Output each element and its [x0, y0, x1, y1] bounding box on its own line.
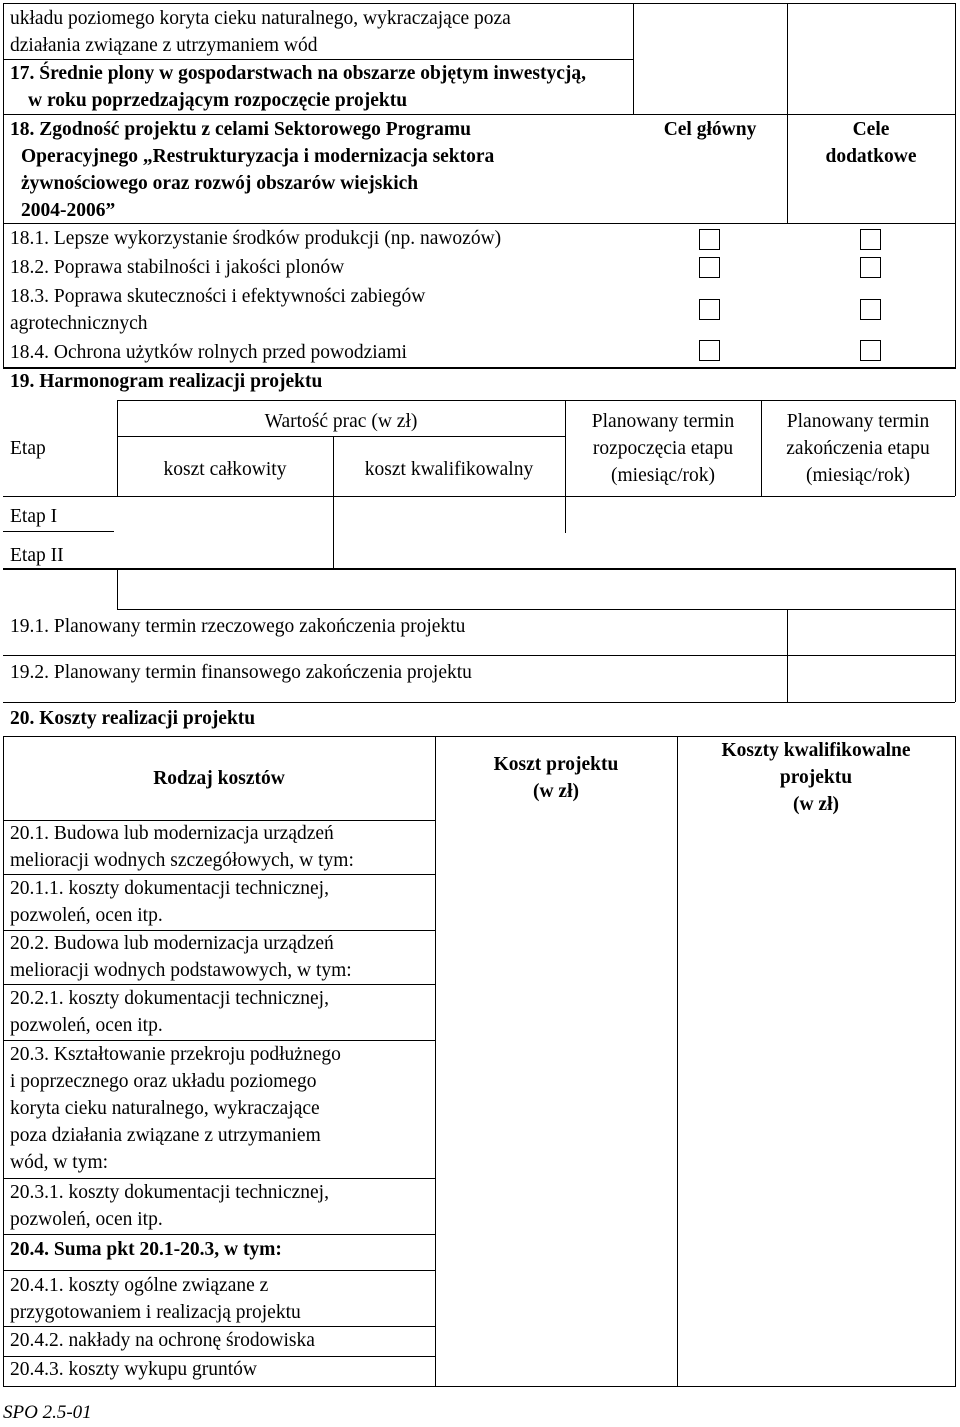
- s19-table-top: [117, 400, 955, 401]
- s20-row-20-3-e: wód, w tym:: [10, 1152, 109, 1173]
- s19-col-value: Wartość prac (w zł): [264, 411, 418, 432]
- s20-right-border: [955, 736, 956, 1387]
- s20-row-20-4-1-b: przygotowaniem i realizacją projektu: [10, 1302, 301, 1323]
- checkbox-18-3-main[interactable]: [699, 299, 720, 320]
- checkbox-18-3-extra[interactable]: [860, 299, 881, 320]
- s19-col-end-2: zakończenia etapu: [786, 438, 930, 459]
- s20-row-20-4-3: 20.4.3. koszty wykupu gruntów: [10, 1359, 257, 1380]
- s19-extra-right: [955, 568, 956, 609]
- top-right-border: [955, 3, 956, 368]
- s20-row-20-1-1-b: pozwoleń, ocen itp.: [10, 905, 163, 926]
- s20-row-20-3-c: koryta cieku naturalnego, wykraczające: [10, 1098, 320, 1119]
- s20-table-bottom: [3, 1386, 955, 1387]
- s19-col-end-1: Planowany termin: [786, 411, 930, 432]
- checkbox-18-1-main[interactable]: [699, 229, 720, 250]
- s19-item-box-bottom: [787, 702, 955, 703]
- s19-value-split: [117, 436, 565, 437]
- s19-header-bottom: [3, 496, 955, 497]
- s20-heading: 20. Koszty realizacji projektu: [10, 708, 256, 729]
- s19-row-etap-I: Etap I: [10, 506, 58, 527]
- s18-item-4-label: 18.4. Ochrona użytków rolnych przed powodziami: [10, 342, 407, 363]
- s20-row-20-3-1-a: 20.3.1. koszty dokumentacji technicznej,: [10, 1182, 329, 1203]
- s18-item-3-label: 18.3. Poprawa skuteczności i efektywności zabiegów: [10, 286, 426, 307]
- s20-row-20-2-a: 20.2. Budowa lub modernizacja urządzeń: [10, 933, 334, 954]
- s20-row-20-3-d: poza działania związane z utrzymaniem: [10, 1125, 321, 1146]
- top-border: [3, 3, 955, 4]
- s19-item-1: 19.1. Planowany termin rzeczowego zakończenia projektu: [10, 616, 466, 637]
- s18-col-main-goal: Cel główny: [663, 119, 757, 140]
- s18-item-1-label: 18.1. Lepsze wykorzystanie środków produkcji (np. nawozów): [10, 228, 502, 249]
- checkbox-18-4-extra[interactable]: [860, 340, 881, 361]
- s20-row-20-4: 20.4. Suma pkt 20.1-20.3, w tym:: [10, 1239, 282, 1260]
- s19-col-line-5: [955, 400, 956, 496]
- s18-item-3-label-cont: agrotechnicznych: [10, 313, 148, 334]
- checkbox-18-4-main[interactable]: [699, 340, 720, 361]
- top-col-divider-1: [633, 3, 634, 114]
- s19-item-box-right: [955, 609, 956, 702]
- checkbox-18-2-main[interactable]: [699, 257, 720, 278]
- s18-col-extra-goals-2: dodatkowe: [825, 146, 917, 167]
- s18-col-extra-goals-1: Cele: [852, 119, 890, 140]
- s20-row-20-1-1-a: 20.1.1. koszty dokumentacji technicznej,: [10, 878, 329, 899]
- s18-line1: 18. Zgodność projektu z celami Sektorowego Programu: [10, 119, 471, 140]
- s19-item2-underline: [3, 702, 787, 703]
- s19-etap-II-bottom: [3, 568, 956, 570]
- s20-row-20-2-1-a: 20.2.1. koszty dokumentacji technicznej,: [10, 988, 329, 1009]
- s16-line1: układu poziomego koryta cieku naturalnego, wykraczające poza: [10, 8, 511, 29]
- s17-line2: w roku poprzedzającym rozpoczęcie projektu: [28, 90, 408, 111]
- s19-item1-underline: [3, 655, 787, 656]
- s19-col-start-1: Planowany termin: [591, 411, 735, 432]
- s20-col-project-cost-1: Koszt projektu: [493, 754, 619, 775]
- s20-col-cost-type: Rodzaj kosztów: [153, 768, 285, 789]
- row18-items-divider: [3, 223, 955, 224]
- s19-col-qualified-cost: koszt kwalifikowalny: [364, 459, 534, 480]
- s20-col-project-cost-2: (w zł): [532, 781, 580, 802]
- s19-item-box-mid: [787, 655, 955, 656]
- s19-extra-left: [117, 568, 118, 609]
- s20-row-20-2-1-b: pozwoleń, ocen itp.: [10, 1015, 163, 1036]
- s20-line-r6: [3, 1234, 435, 1235]
- s19-heading: 19. Harmonogram realizacji projektu: [10, 371, 323, 392]
- s20-col-line-2: [677, 736, 678, 1387]
- checkbox-18-1-extra[interactable]: [860, 229, 881, 250]
- s19-col-start-3: (miesiąc/rok): [611, 465, 715, 486]
- s18-item-2-label: 18.2. Poprawa stabilności i jakości plonów: [10, 257, 345, 278]
- s20-col-qualified-cost-2: projektu: [779, 767, 853, 788]
- s19-row-etap-II: Etap II: [10, 545, 64, 566]
- s18-line3: żywnościowego oraz rozwój obszarów wiejskich: [21, 173, 419, 194]
- s20-row-20-4-2: 20.4.2. nakłady na ochronę środowiska: [10, 1330, 315, 1351]
- s19-col-etap: Etap: [10, 438, 46, 459]
- s20-row-20-1-b: melioracji wodnych szczegółowych, w tym:: [10, 850, 354, 871]
- s20-col-qualified-cost-3: (w zł): [792, 794, 840, 815]
- s16-line2: działania związane z utrzymaniem wód: [10, 35, 318, 56]
- s19-item-2: 19.2. Planowany termin finansowego zakończenia projektu: [10, 662, 472, 683]
- s17-line1: 17. Średnie plony w gospodarstwach na obszarze objętym inwestycją,: [10, 63, 586, 84]
- s20-line-r7: [3, 1270, 435, 1271]
- s20-row-20-3-1-b: pozwoleń, ocen itp.: [10, 1209, 163, 1230]
- s20-col-line-1: [435, 736, 436, 1387]
- top-col-divider-2: [787, 3, 788, 223]
- s20-row-20-3-a: 20.3. Kształtowanie przekroju podłużnego: [10, 1044, 341, 1065]
- s20-left-border: [3, 736, 4, 1387]
- s20-row-20-2-b: melioracji wodnych podstawowych, w tym:: [10, 960, 352, 981]
- s20-col-qualified-cost-1: Koszty kwalifikowalne: [721, 740, 911, 761]
- s20-row-20-1-a: 20.1. Budowa lub modernizacja urządzeń: [10, 823, 334, 844]
- top-left-border: [3, 3, 4, 368]
- footer-form-code: SPO 2.5-01: [3, 1402, 92, 1423]
- s19-etap-I-bottom: [3, 531, 114, 532]
- s20-row-20-4-1-a: 20.4.1. koszty ogólne związane z: [10, 1275, 269, 1296]
- s19-col-end-3: (miesiąc/rok): [806, 465, 910, 486]
- s18-line2: Operacyjnego „Restrukturyzacja i modernizacja sektora: [21, 146, 495, 167]
- s18-line4: 2004-2006”: [21, 200, 116, 221]
- checkbox-18-2-extra[interactable]: [860, 257, 881, 278]
- s20-row-20-3-b: i poprzecznego oraz układu poziomego: [10, 1071, 317, 1092]
- s19-item-box-top: [787, 609, 955, 610]
- s19-col-total-cost: koszt całkowity: [163, 459, 287, 480]
- s19-col-start-2: rozpoczęcia etapu: [592, 438, 734, 459]
